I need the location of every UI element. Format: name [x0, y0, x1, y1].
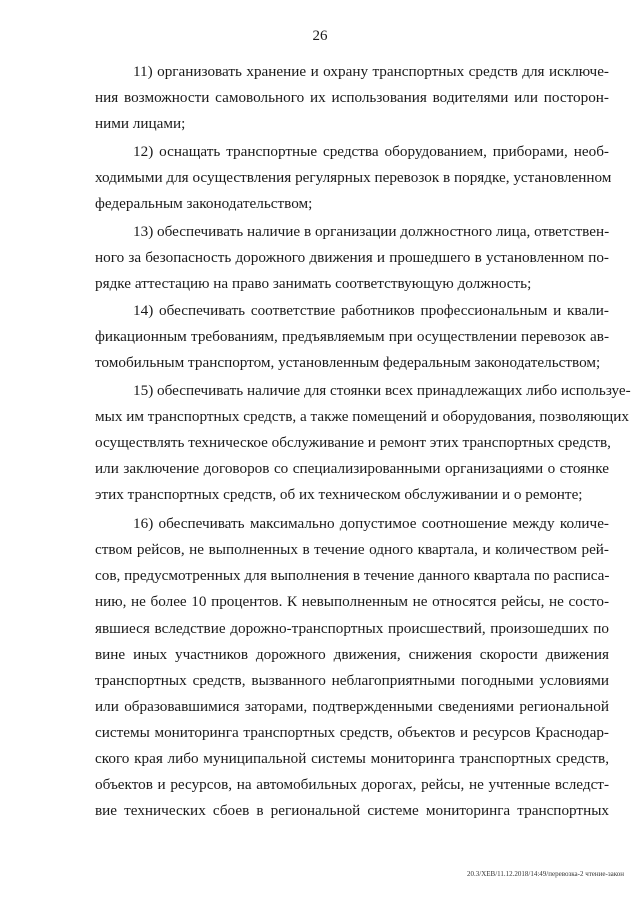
paragraph-16-line: вие технических сбоев в региональной системе мониторинга транспортных: [95, 802, 609, 819]
paragraph-13-line: рядке аттестацию на право занимать соответствующую должность;: [95, 275, 532, 292]
paragraph-12-line: 12) оснащать транспортные средства оборудованием, приборами, необ-: [133, 143, 609, 160]
paragraph-15-line: 15) обеспечивать наличие для стоянки всех принадлежащих либо используе-: [133, 382, 631, 399]
paragraph-16-line: транспортных средств, вызванного неблагоприятными погодными условиями: [95, 672, 609, 689]
paragraph-15-line: или заключение договоров со специализированными организациями о стоянке: [95, 460, 609, 477]
paragraph-16-line: объектов и ресурсов, на автомобильных дорогах, рейсы, не учтенные вследст-: [95, 776, 609, 793]
paragraph-14-line: 14) обеспечивать соответствие работников профессиональным и квали-: [133, 302, 609, 319]
page-number: 26: [312, 28, 328, 44]
paragraph-15-line: осуществлять техническое обслуживание и ремонт этих транспортных средств,: [95, 434, 611, 451]
paragraph-16-line: ского края либо муниципальной системы мониторинга транспортных средств,: [95, 750, 609, 767]
paragraph-11-line: ния возможности самовольного их использования водителями или посторон-: [95, 89, 609, 106]
paragraph-12-line: федеральным законодательством;: [95, 195, 313, 212]
paragraph-16-line: сов, предусмотренных для выполнения в течение данного квартала по расписа-: [95, 567, 610, 584]
paragraph-16-line: или образовавшимися заторами, подтвержденными сведениями региональной: [95, 698, 609, 715]
paragraph-11-line: ними лицами;: [95, 115, 186, 132]
paragraph-16-line: системы мониторинга транспортных средств, объектов и ресурсов Краснодар-: [95, 724, 609, 741]
paragraph-16-line: 16) обеспечивать максимально допустимое соотношение между количе-: [133, 515, 609, 532]
paragraph-13-line: ного за безопасность дорожного движения и прошедшего в установленном по-: [95, 249, 609, 266]
footer-document-code: 20.3/ХЕВ/11.12.2018/14:49/перевозка-2 чтение-закон: [467, 870, 624, 878]
paragraph-13-line: 13) обеспечивать наличие в организации должностного лица, ответствен-: [133, 223, 610, 240]
paragraph-11-line: 11) организовать хранение и охрану транспортных средств для исключе-: [133, 63, 609, 80]
paragraph-12-line: ходимыми для осуществления регулярных перевозок в порядке, установленном: [95, 169, 612, 186]
paragraph-16-line: ством рейсов, не выполненных в течение одного квартала, и количеством рей-: [95, 541, 609, 558]
paragraph-16-line: вине иных участников дорожного движения, снижения скорости движения: [95, 646, 609, 663]
paragraph-15-line: этих транспортных средств, об их техническом обслуживании и о ремонте;: [95, 486, 583, 503]
paragraph-16-line: нию, не более 10 процентов. К невыполненным не относятся рейсы, не состо-: [95, 593, 609, 610]
paragraph-15-line: мых им транспортных средств, а также помещений и оборудования, позволяющих: [95, 408, 629, 425]
paragraph-16-line: явшиеся вследствие дорожно-транспортных происшествий, произошедших по: [95, 620, 609, 637]
paragraph-14-line: томобильным транспортом, установленным федеральным законодательством;: [95, 354, 601, 371]
paragraph-14-line: фикационным требованиям, предъявляемым при осуществлении перевозок ав-: [95, 328, 609, 345]
